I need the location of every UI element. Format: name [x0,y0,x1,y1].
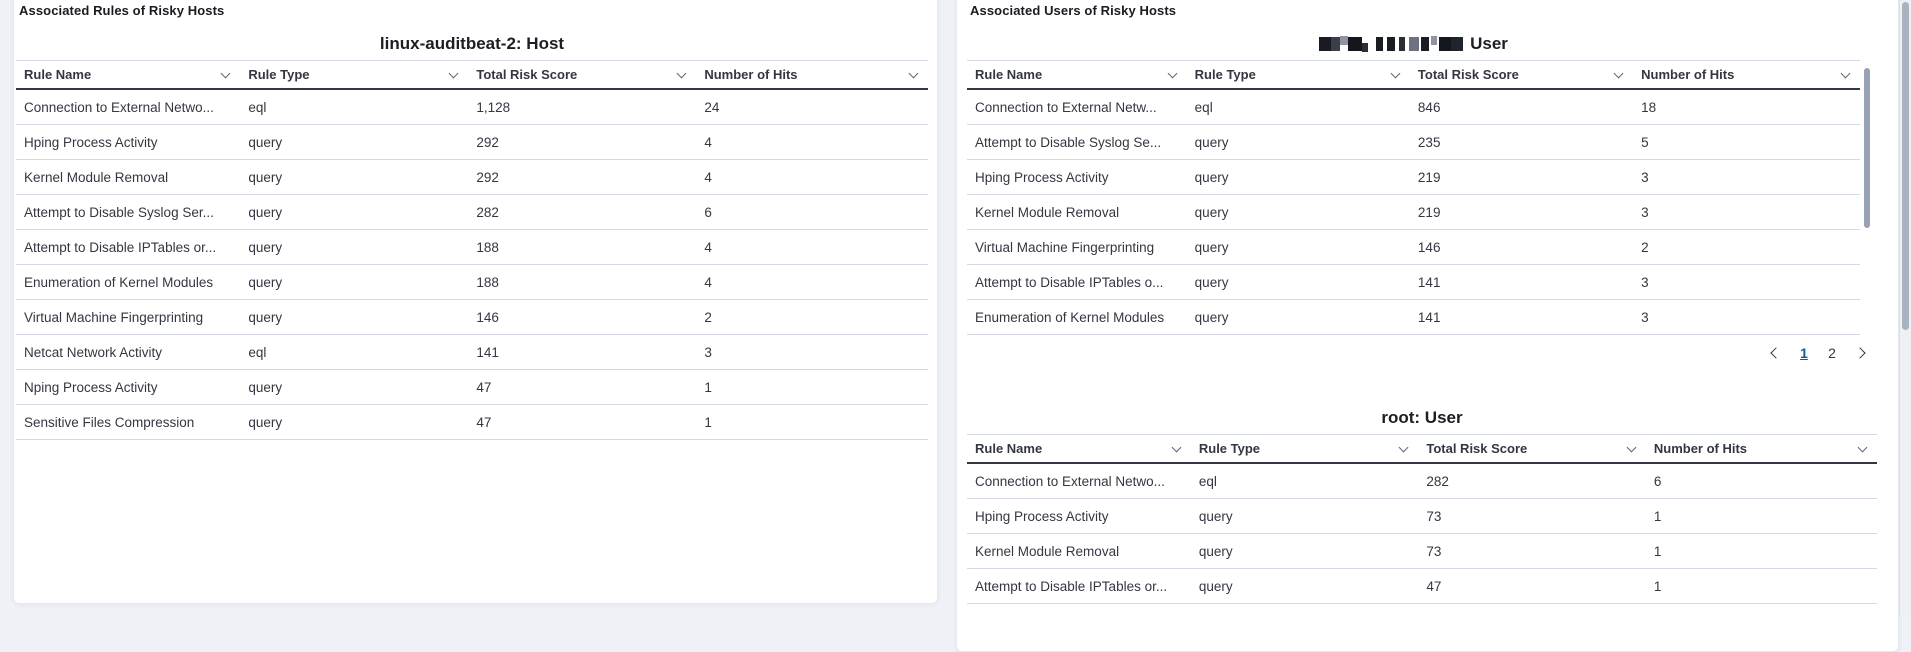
table-row [16,125,928,160]
risk-score-cell: 146 [468,300,696,335]
hits-cell: 3 [696,335,928,370]
table-row [16,265,928,300]
risk-score-cell: 282 [1418,463,1646,499]
risk-score-cell: 141 [468,335,696,370]
root-table-title: root: User [1381,408,1463,427]
risk-score-cell: 219 [1410,160,1633,195]
hits-cell: 3 [1633,265,1860,300]
hits-cell: 1 [696,405,928,440]
hits-cell: 3 [1633,300,1860,335]
column-header-total-risk-score[interactable] [1410,61,1633,90]
table-row [967,463,1877,499]
rule-name-cell: Nping Process Activity [16,370,240,405]
hits-cell: 24 [696,89,928,125]
rule-name-cell: Enumeration of Kernel Modules [967,300,1187,335]
rule-type-cell: query [1191,499,1419,534]
column-header-number-of-hits[interactable] [1646,435,1877,464]
table-row [967,195,1860,230]
risk-score-cell: 188 [468,265,696,300]
chevron-down-icon [909,68,919,78]
risk-score-cell: 846 [1410,89,1633,125]
chevron-down-icon [1171,442,1181,452]
table-row [967,534,1877,569]
column-header-rule-type[interactable] [1187,61,1410,90]
rule-name-cell: Attempt to Disable IPTables o... [967,265,1187,300]
rule-name-cell: Kernel Module Removal [967,195,1187,230]
column-label: Rule Type [1198,441,1261,456]
rule-name-cell: Sensitive Files Compression [16,405,240,440]
table-row [967,160,1860,195]
column-label: Rule Name [975,67,1043,82]
column-label: Number of Hits [1653,441,1748,456]
risk-score-cell: 235 [1410,125,1633,160]
rule-name-cell: Kernel Module Removal [967,534,1191,569]
risk-score-cell: 141 [1410,300,1633,335]
rule-type-cell: eql [1191,463,1419,499]
rule-name-cell: Hping Process Activity [16,125,240,160]
risk-score-cell: 292 [468,160,696,195]
hits-cell: 1 [1646,499,1877,534]
pagination-previous-button[interactable] [1765,341,1787,365]
table-row [16,230,928,265]
column-label: Rule Type [248,67,310,82]
panel-title-associated-users: Associated Users of Risky Hosts [970,3,1177,18]
risk-score-cell: 73 [1418,534,1646,569]
table-row [16,195,928,230]
rule-name-cell: Virtual Machine Fingerprinting [16,300,240,335]
rule-name-cell: Virtual Machine Fingerprinting [967,230,1187,265]
chevron-down-icon [677,68,687,78]
chevron-down-icon [1614,68,1624,78]
column-header-number-of-hits[interactable] [1633,61,1860,90]
host-table-section [16,33,928,440]
rule-name-cell: Hping Process Activity [967,160,1187,195]
rule-type-cell: eql [240,335,468,370]
redacted-username [1319,36,1463,52]
column-header-rule-name[interactable] [16,61,240,90]
rule-type-cell: query [1191,569,1419,604]
table-row [967,230,1860,265]
rule-type-cell: query [1187,300,1410,335]
column-label: Number of Hits [1641,67,1735,82]
column-label: Total Risk Score [1417,67,1519,82]
chevron-down-icon [221,68,231,78]
column-label: Rule Name [24,67,92,82]
column-header-rule-type[interactable] [240,61,468,90]
rule-name-cell: Connection to External Netwo... [967,463,1191,499]
rule-type-cell: query [1187,265,1410,300]
user-table-section [967,33,1860,335]
chevron-down-icon [1167,68,1177,78]
hits-cell: 4 [696,265,928,300]
chevron-left-icon [1770,347,1781,358]
column-header-number-of-hits[interactable] [696,61,928,90]
hits-cell: 5 [1633,125,1860,160]
risk-score-cell: 146 [1410,230,1633,265]
rule-name-cell: Kernel Module Removal [16,160,240,195]
page-scrollbar[interactable] [1899,0,1911,615]
pagination-page-1[interactable]: 1 [1793,341,1815,365]
rule-type-cell: query [240,300,468,335]
hits-cell: 3 [1633,195,1860,230]
rule-name-cell: Enumeration of Kernel Modules [16,265,240,300]
hits-cell: 1 [696,370,928,405]
table-scrollbar-thumb[interactable] [1864,68,1870,228]
pagination-page-2[interactable]: 2 [1821,341,1843,365]
host-table-title: linux-auditbeat-2: Host [379,34,565,53]
pagination-next-button[interactable] [1849,341,1871,365]
rule-type-cell: query [240,125,468,160]
column-label: Number of Hits [704,67,798,82]
rule-type-cell: eql [1187,89,1410,125]
hits-cell: 2 [1633,230,1860,265]
hits-cell: 2 [696,300,928,335]
table-row [16,335,928,370]
rule-type-cell: query [240,265,468,300]
column-header-rule-name[interactable] [967,61,1187,90]
column-label: Total Risk Score [1426,441,1528,456]
table-row [967,125,1860,160]
table-row [967,569,1877,604]
column-label: Rule Type [1194,67,1256,82]
root-table-section [967,407,1877,604]
panel-associated-users [956,0,1899,652]
table-row [967,265,1860,300]
chevron-down-icon [1841,68,1851,78]
rule-type-cell: query [1187,230,1410,265]
hits-cell: 4 [696,230,928,265]
table-row [16,300,928,335]
hits-cell: 6 [696,195,928,230]
page-scrollbar-thumb[interactable] [1902,2,1909,330]
risk-score-cell: 282 [468,195,696,230]
rule-name-cell: Attempt to Disable IPTables or... [16,230,240,265]
risk-score-cell: 73 [1418,499,1646,534]
column-header-rule-name[interactable] [967,435,1191,464]
table-row [16,89,928,125]
column-header-total-risk-score[interactable] [1418,435,1646,464]
risk-score-cell: 141 [1410,265,1633,300]
table-row [16,370,928,405]
rule-type-cell: query [240,370,468,405]
chevron-down-icon [1626,442,1636,452]
chevron-down-icon [1390,68,1400,78]
rule-type-cell: query [1187,125,1410,160]
user-table-title-suffix: User [1470,34,1508,53]
hits-cell: 1 [1646,569,1877,604]
panel-associated-rules [13,0,938,604]
chevron-down-icon [1858,442,1868,452]
rule-name-cell: Connection to External Netwo... [16,89,240,125]
risk-score-cell: 292 [468,125,696,160]
hits-cell: 1 [1646,534,1877,569]
table-row [967,300,1860,335]
user-table-title [967,33,1860,54]
hits-cell: 18 [1633,89,1860,125]
table-row [16,160,928,195]
rule-type-cell: query [1187,195,1410,230]
column-header-total-risk-score[interactable] [468,61,696,90]
hits-cell: 4 [696,125,928,160]
rule-name-cell: Attempt to Disable Syslog Ser... [16,195,240,230]
pagination [967,339,1877,367]
column-label: Rule Name [975,441,1043,456]
rule-name-cell: Attempt to Disable Syslog Se... [967,125,1187,160]
rule-type-cell: query [1191,534,1419,569]
table-row [967,499,1877,534]
table-header-row [967,61,1860,90]
table-row [16,405,928,440]
rule-name-cell: Connection to External Netw... [967,89,1187,125]
risk-score-cell: 47 [1418,569,1646,604]
rule-type-cell: query [240,405,468,440]
hits-cell: 4 [696,160,928,195]
risk-score-cell: 1,128 [468,89,696,125]
panel-title-associated-rules: Associated Rules of Risky Hosts [19,3,225,18]
column-label: Total Risk Score [476,67,578,82]
risk-score-cell: 47 [468,405,696,440]
chevron-right-icon [1854,347,1865,358]
risk-score-cell: 47 [468,370,696,405]
host-rules-table [16,60,928,440]
chevron-down-icon [449,68,459,78]
root-rules-table [967,434,1877,604]
rule-type-cell: query [240,230,468,265]
chevron-down-icon [1399,442,1409,452]
rule-type-cell: eql [240,89,468,125]
rule-name-cell: Hping Process Activity [967,499,1191,534]
table-header-row [967,435,1877,464]
table-header-row [16,61,928,90]
rule-type-cell: query [240,160,468,195]
rule-name-cell: Attempt to Disable IPTables or... [967,569,1191,604]
user-rules-table [967,60,1860,335]
column-header-rule-type[interactable] [1191,435,1419,464]
rule-name-cell: Netcat Network Activity [16,335,240,370]
risk-score-cell: 219 [1410,195,1633,230]
rule-type-cell: query [240,195,468,230]
table-row [967,89,1860,125]
rule-type-cell: query [1187,160,1410,195]
hits-cell: 6 [1646,463,1877,499]
hits-cell: 3 [1633,160,1860,195]
risk-score-cell: 188 [468,230,696,265]
